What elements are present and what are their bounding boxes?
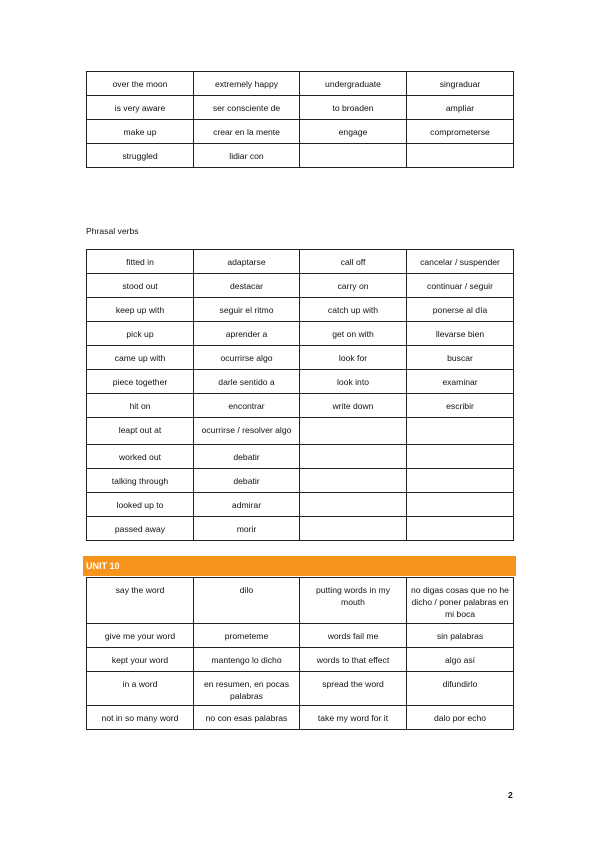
table-cell: hit on: [87, 394, 194, 418]
table-cell: say the word: [87, 578, 194, 624]
table-cell: passed away: [87, 517, 194, 541]
table-cell: [407, 418, 514, 445]
table-cell: undergraduate: [300, 72, 407, 96]
table-row: [87, 370, 514, 394]
table-row: [87, 346, 514, 370]
table-cell: to broaden: [300, 96, 407, 120]
table-cell: dalo por echo: [407, 706, 514, 730]
table-cell: [300, 144, 407, 168]
table-cell: ampliar: [407, 96, 514, 120]
table-row: [87, 469, 514, 493]
table-row: [87, 322, 514, 346]
table-cell: spread the word: [300, 672, 407, 706]
table-cell: aprender a: [194, 322, 300, 346]
table-cell: morir: [194, 517, 300, 541]
table-cell: give me your word: [87, 624, 194, 648]
table-cell: is very aware: [87, 96, 194, 120]
table-cell: ocurrirse / resolver algo: [194, 418, 300, 445]
table-cell: [407, 493, 514, 517]
table-cell: fitted in: [87, 250, 194, 274]
table-cell: ponerse al día: [407, 298, 514, 322]
table-row: [87, 493, 514, 517]
table-cell: no digas cosas que no he dicho / poner palabras en mi boca: [407, 578, 514, 624]
table-cell: piece together: [87, 370, 194, 394]
table-cell: look into: [300, 370, 407, 394]
table-cell: examinar: [407, 370, 514, 394]
table-cell: llevarse bien: [407, 322, 514, 346]
table-row: [87, 120, 514, 144]
table-cell: [300, 418, 407, 445]
table-cell: en resumen, en pocas palabras: [194, 672, 300, 706]
table-row: [87, 672, 514, 706]
table-cell: stood out: [87, 274, 194, 298]
table-cell: pick up: [87, 322, 194, 346]
table-cell: write down: [300, 394, 407, 418]
table-cell: [407, 469, 514, 493]
table-cell: crear en la mente: [194, 120, 300, 144]
table-cell: admirar: [194, 493, 300, 517]
table-cell: catch up with: [300, 298, 407, 322]
table-cell: engage: [300, 120, 407, 144]
table-cell: cancelar / suspender: [407, 250, 514, 274]
table-cell: adaptarse: [194, 250, 300, 274]
table-row: [87, 624, 514, 648]
table-cell: came up with: [87, 346, 194, 370]
table-cell: struggled: [87, 144, 194, 168]
table-cell: get on with: [300, 322, 407, 346]
table-cell: [300, 445, 407, 469]
idioms-table: [86, 577, 514, 730]
table-cell: make up: [87, 120, 194, 144]
table-row: [87, 706, 514, 730]
table-row: [87, 72, 514, 96]
table-cell: prometeme: [194, 624, 300, 648]
table-cell: call off: [300, 250, 407, 274]
unit-header-bar: UNIT 10: [83, 556, 516, 576]
table-cell: words to that effect: [300, 648, 407, 672]
phrasal-verbs-heading: Phrasal verbs: [86, 226, 139, 236]
table-row: [87, 394, 514, 418]
table-cell: words fail me: [300, 624, 407, 648]
table-row: [87, 578, 514, 624]
table-cell: ocurrirse algo: [194, 346, 300, 370]
table-cell: debatir: [194, 445, 300, 469]
table-cell: in a word: [87, 672, 194, 706]
table-cell: [407, 517, 514, 541]
table-row: [87, 274, 514, 298]
table-cell: leapt out at: [87, 418, 194, 445]
table-cell: singraduar: [407, 72, 514, 96]
table-cell: talking through: [87, 469, 194, 493]
table-row: [87, 648, 514, 672]
table-cell: worked out: [87, 445, 194, 469]
table-cell: ser consciente de: [194, 96, 300, 120]
table-row: [87, 96, 514, 120]
table-cell: take my word for it: [300, 706, 407, 730]
table-cell: buscar: [407, 346, 514, 370]
table-cell: destacar: [194, 274, 300, 298]
table-cell: difundirlo: [407, 672, 514, 706]
table-cell: [300, 469, 407, 493]
table-cell: [407, 445, 514, 469]
table-cell: keep up with: [87, 298, 194, 322]
table-cell: continuar / seguir: [407, 274, 514, 298]
table-cell: encontrar: [194, 394, 300, 418]
table-cell: looked up to: [87, 493, 194, 517]
table-cell: escribir: [407, 394, 514, 418]
table-cell: [300, 493, 407, 517]
table-cell: dilo: [194, 578, 300, 624]
table-cell: algo así: [407, 648, 514, 672]
table-cell: look for: [300, 346, 407, 370]
table-cell: darle sentido a: [194, 370, 300, 394]
table-row: [87, 445, 514, 469]
table-row: [87, 418, 514, 445]
table-cell: extremely happy: [194, 72, 300, 96]
table-row: [87, 250, 514, 274]
table-cell: lidiar con: [194, 144, 300, 168]
table-cell: not in so many word: [87, 706, 194, 730]
page-number: 2: [508, 790, 513, 800]
table-row: [87, 144, 514, 168]
table-cell: over the moon: [87, 72, 194, 96]
vocabulary-table: [86, 71, 514, 168]
table-cell: [300, 517, 407, 541]
table-cell: seguir el ritmo: [194, 298, 300, 322]
table-cell: [407, 144, 514, 168]
table-cell: putting words in my mouth: [300, 578, 407, 624]
table-cell: debatir: [194, 469, 300, 493]
table-row: [87, 517, 514, 541]
table-cell: kept your word: [87, 648, 194, 672]
table-row: [87, 298, 514, 322]
phrasal-verbs-table: [86, 249, 514, 541]
table-cell: mantengo lo dicho: [194, 648, 300, 672]
table-cell: comprometerse: [407, 120, 514, 144]
table-cell: no con esas palabras: [194, 706, 300, 730]
table-cell: carry on: [300, 274, 407, 298]
table-cell: sin palabras: [407, 624, 514, 648]
